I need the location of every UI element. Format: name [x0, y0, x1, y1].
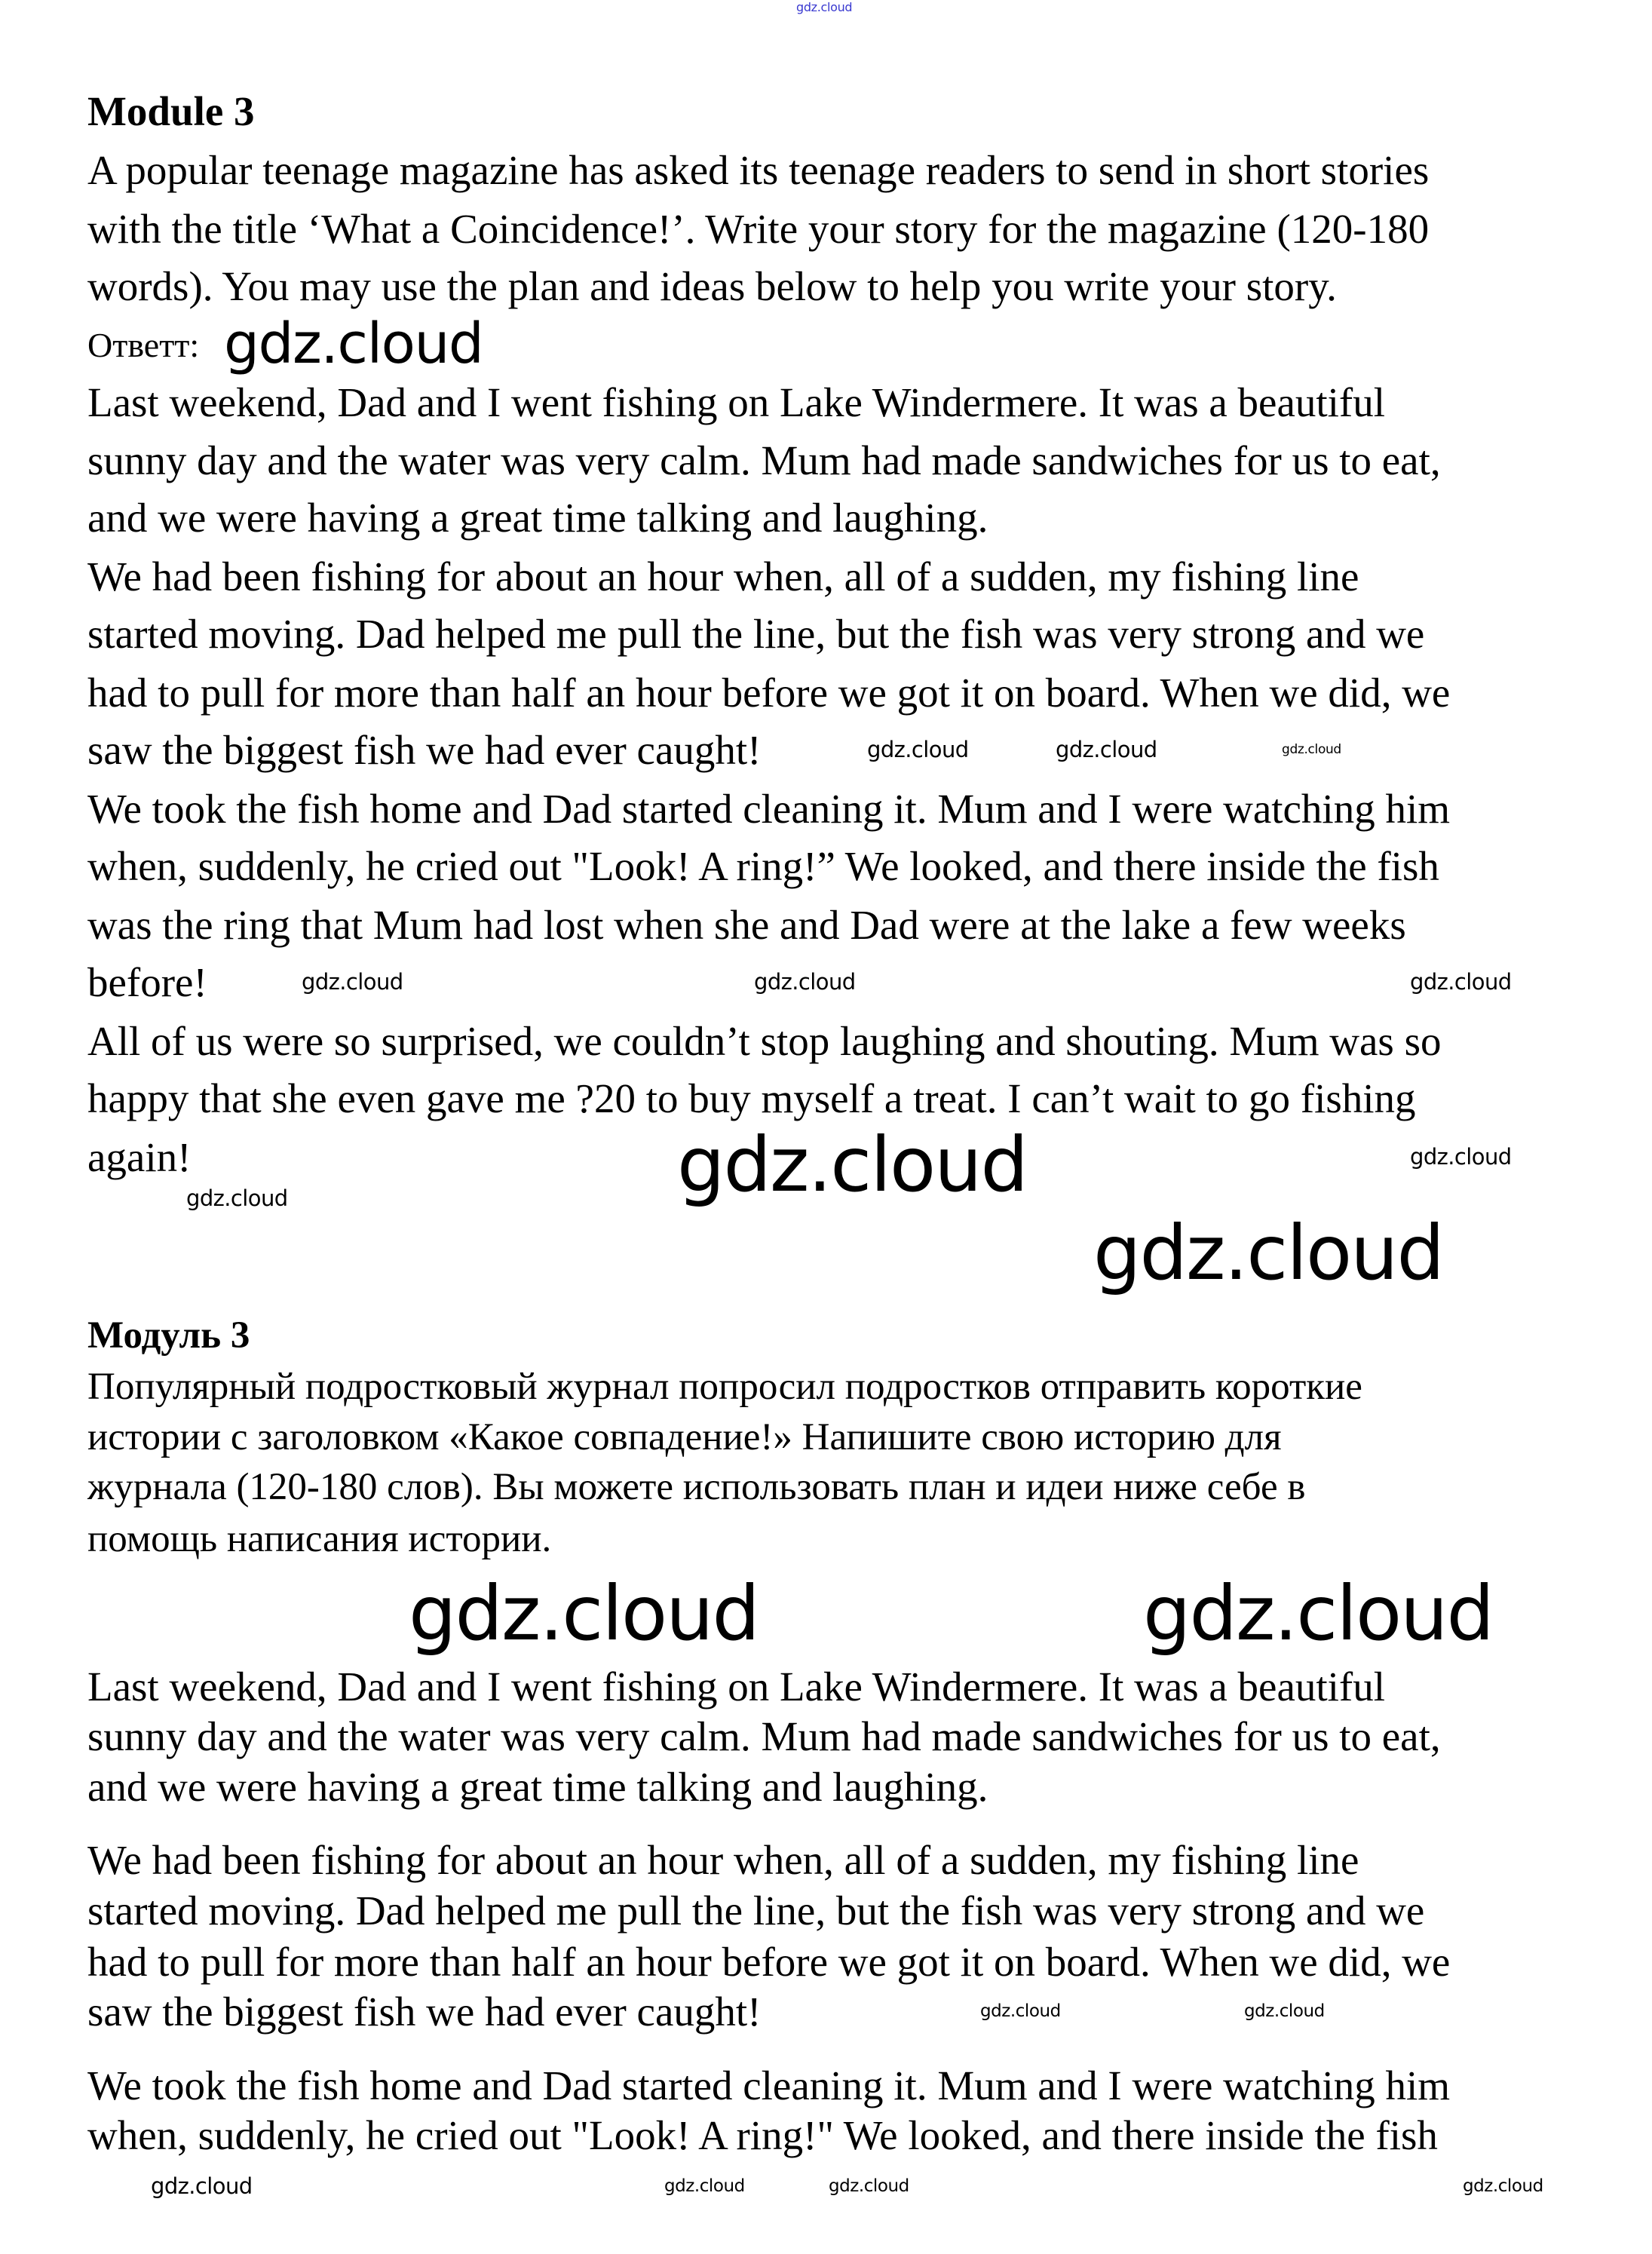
watermark: gdz.cloud: [224, 311, 483, 376]
watermark: gdz.cloud: [151, 2173, 253, 2199]
watermark: gdz.cloud: [1410, 1144, 1512, 1170]
watermark: gdz.cloud: [754, 969, 856, 995]
watermark: gdz.cloud: [829, 2176, 909, 2196]
story-line: sunny day and the water was very calm. Mum had made sandwiches for us to eat,: [87, 437, 1441, 483]
watermark: gdz.cloud: [1282, 742, 1341, 757]
watermark: gdz.cloud: [796, 0, 853, 14]
story-line: happy that she even gave me ?20 to buy myself a treat. I can’t wait to go fishing: [87, 1075, 1416, 1121]
watermark: gdz.cloud: [186, 1185, 288, 1211]
prompt-line-ru: истории с заголовком «Какое совпадение!» Напишите свою историю для: [87, 1416, 1282, 1458]
module-heading-ru: Модуль 3: [87, 1314, 250, 1357]
prompt-line-ru: Популярный подростковый журнал попросил подростков отправить короткие: [87, 1366, 1362, 1408]
story-line: saw the biggest fish we had ever caught!: [87, 1989, 762, 2035]
story-line: before!: [87, 959, 207, 1005]
story-line: when, suddenly, he cried out "Look! A ring!" We looked, and there inside the fish: [87, 2112, 1438, 2158]
watermark: gdz.cloud: [1093, 1209, 1444, 1297]
watermark: gdz.cloud: [664, 2176, 745, 2196]
story-line: had to pull for more than half an hour before we got it on board. When we did, we: [87, 670, 1451, 716]
prompt-line: A popular teenage magazine has asked its teenage readers to send in short stories: [87, 147, 1430, 193]
story-line: All of us were so surprised, we couldn’t stop laughing and shouting. Mum was so: [87, 1018, 1442, 1064]
story-line: started moving. Dad helped me pull the line, but the fish was very strong and we: [87, 1888, 1425, 1934]
watermark: gdz.cloud: [1056, 737, 1157, 762]
answer-label: Ответт:: [87, 326, 200, 364]
story-line: when, suddenly, he cried out "Look! A ring!” We looked, and there inside the fish: [87, 843, 1439, 889]
watermark: gdz.cloud: [409, 1569, 759, 1658]
story-line: and we were having a great time talking and laughing.: [87, 495, 988, 541]
watermark: gdz.cloud: [1463, 2176, 1543, 2196]
watermark: gdz.cloud: [302, 969, 403, 995]
watermark: gdz.cloud: [1244, 2001, 1325, 2021]
watermark: gdz.cloud: [867, 737, 969, 762]
story-line: We had been fishing for about an hour when, all of a sudden, my fishing line: [87, 554, 1359, 600]
prompt-line-ru: помощь написания истории.: [87, 1518, 552, 1560]
story-line: saw the biggest fish we had ever caught!: [87, 727, 762, 773]
watermark: gdz.cloud: [980, 2001, 1061, 2021]
prompt-line: words). You may use the plan and ideas below to help you write your story.: [87, 263, 1337, 309]
story-line: and we were having a great time talking and laughing.: [87, 1764, 988, 1810]
module-heading: Module 3: [87, 88, 255, 134]
watermark: gdz.cloud: [1410, 969, 1512, 995]
prompt-line-ru: журнала (120-180 слов). Вы можете использовать план и идеи ниже себе в: [87, 1466, 1306, 1508]
story-line: Last weekend, Dad and I went fishing on Lake Windermere. It was a beautiful: [87, 1664, 1386, 1710]
story-line: was the ring that Mum had lost when she and Dad were at the lake a few weeks: [87, 902, 1406, 948]
watermark: gdz.cloud: [1143, 1569, 1494, 1658]
story-line: again!: [87, 1134, 192, 1180]
story-line: Last weekend, Dad and I went fishing on Lake Windermere. It was a beautiful: [87, 379, 1386, 425]
story-line: We had been fishing for about an hour when, all of a sudden, my fishing line: [87, 1837, 1359, 1883]
watermark: gdz.cloud: [677, 1121, 1028, 1209]
story-line: had to pull for more than half an hour before we got it on board. When we did, we: [87, 1939, 1451, 1985]
story-line: We took the fish home and Dad started cleaning it. Mum and I were watching him: [87, 2062, 1451, 2108]
story-line: sunny day and the water was very calm. Mum had made sandwiches for us to eat,: [87, 1713, 1441, 1759]
story-line: We took the fish home and Dad started cleaning it. Mum and I were watching him: [87, 786, 1451, 832]
story-line: started moving. Dad helped me pull the line, but the fish was very strong and we: [87, 611, 1425, 657]
prompt-line: with the title ‘What a Coincidence!’. Write your story for the magazine (120-180: [87, 206, 1430, 252]
